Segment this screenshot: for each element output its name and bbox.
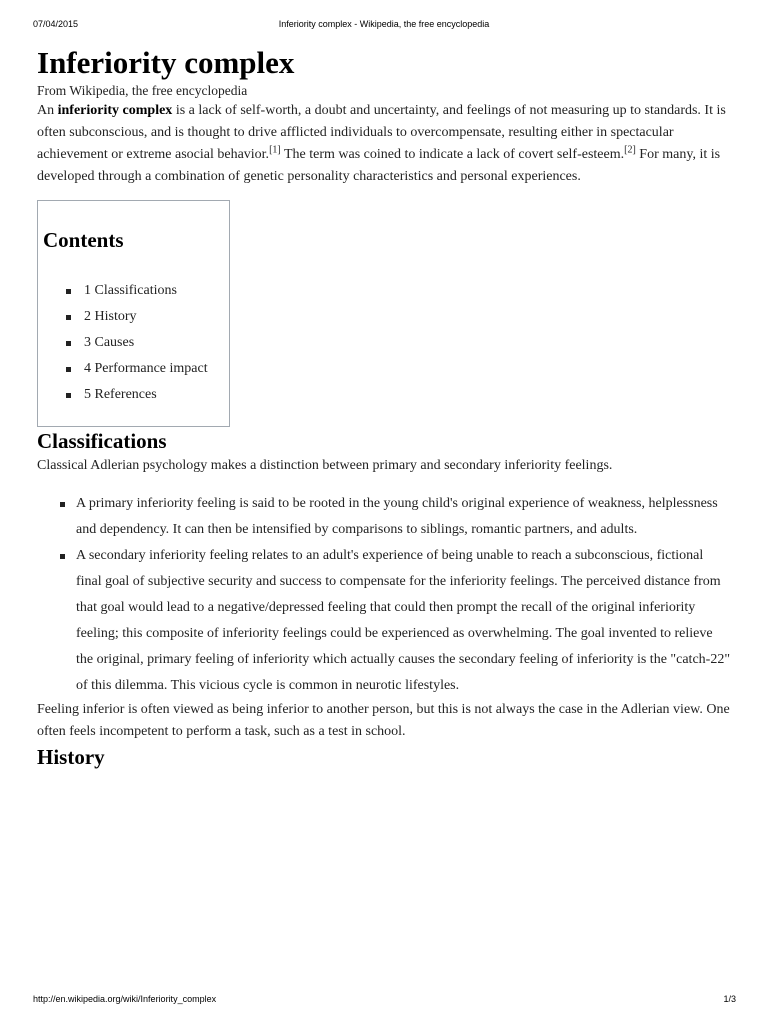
page-title: Inferiority complex [37,45,295,80]
classifications-intro: Classical Adlerian psychology makes a distinction between primary and secondary inferiority feelings. [37,458,613,473]
bullet-icon [66,393,71,398]
section-heading-classifications: Classifications [37,429,167,453]
print-url: http://en.wikipedia.org/wiki/Inferiority_complex [33,994,217,1004]
table-of-contents [37,200,230,427]
bullet-icon [66,289,71,294]
toc-link[interactable]: 5 References [84,387,157,402]
lead-text-1: is a lack of self-worth, a doubt and uncertainty, and feelings of not measuring up to standards. It is often subconscious, and is thought to drive afflicted individuals to overcompensate, resulting either in spectacular achievement or extreme asocial behavior. [37,103,726,162]
toc-item-causes[interactable] [66,330,208,356]
lead-paragraph [37,100,732,188]
toc-item-classifications[interactable] [66,278,208,304]
print-footer [0,994,768,1006]
toc-link[interactable]: 4 Performance impact [84,361,208,376]
lead-text-2: The term was coined to indicate a lack of covert self-esteem. [280,147,625,162]
bullet-icon [60,502,65,507]
print-page-title: Inferiority complex - Wikipedia, the free encyclopedia [278,19,490,29]
toc-item-references[interactable] [66,382,208,408]
list-item [37,491,732,543]
toc-heading: Contents [43,228,124,252]
site-subtitle: From Wikipedia, the free encyclopedia [37,83,248,98]
section-heading-history: History [37,745,105,769]
toc-item-history[interactable] [66,304,208,330]
lead-text-3: For many, it is developed through a combination of genetic personality characteristics and personal experiences. [37,147,721,184]
print-page-number: 1/3 [723,994,736,1004]
lead-prefix: An [37,103,58,118]
toc-link[interactable]: 1 Classifications [84,283,177,298]
list-item [37,543,732,699]
citation-link-1[interactable]: [1] [269,144,281,156]
toc-link[interactable]: 3 Causes [84,335,135,350]
toc-item-performance-impact[interactable] [66,356,208,382]
toc-list [66,278,208,408]
print-header [0,19,768,31]
toc-link[interactable]: 2 History [84,309,137,324]
print-date: 07/04/2015 [33,19,79,29]
bullet-icon [66,367,71,372]
bullet-icon [66,315,71,320]
bullet-icon [60,554,65,559]
classifications-list [37,491,732,699]
citation-link-2[interactable]: [2] [624,144,636,156]
classifications-closing: Feeling inferior is often viewed as being inferior to another person, but this is not always the case in the Adlerian view. One often feels incompetent to perform a task, such as a test in school. [37,702,730,739]
lead-bold-term: inferiority complex [57,103,173,118]
list-item-text: A primary inferiority feeling is said to be rooted in the young child's original experience of weakness, helplessness and dependency. It can then be intensified by comparisons to siblings, romantic partners, and adults. [76,496,718,537]
bullet-icon [66,341,71,346]
article-content [37,44,732,771]
list-item-text: A secondary inferiority feeling relates to an adult's experience of being unable to reach a subconscious, fictional final goal of subjective security and success to compensate for the inferiority feelings. The perceived distance from that goal would lead to a negative/depressed feeling that could then prompt the recall of the original inferiority feeling; this composite of inferiority feelings could be experienced as overwhelming. The goal invented to relieve the original, primary feeling of inferiority which actually causes the secondary feeling of inferiority is the "catch-22" of this dilemma. This vicious cycle is common in neurotic lifestyles. [76,548,731,693]
